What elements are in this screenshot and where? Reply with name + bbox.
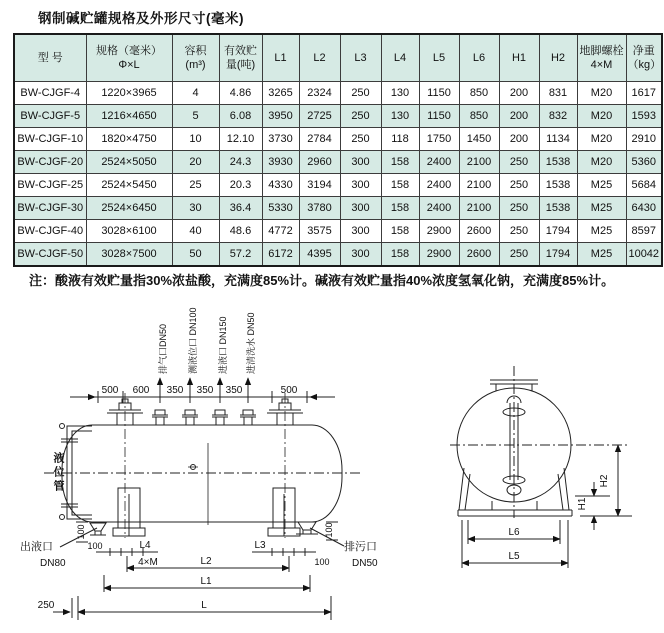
spec-cell: M20 bbox=[577, 151, 626, 174]
spec-cell: 158 bbox=[381, 151, 419, 174]
spec-cell: 8597 bbox=[626, 220, 662, 243]
spec-cell: 3930 bbox=[262, 151, 299, 174]
spec-cell: 2524×6450 bbox=[86, 197, 172, 220]
spec-cell: 3730 bbox=[262, 128, 299, 151]
spec-cell: 1538 bbox=[539, 174, 577, 197]
spec-cell: 300 bbox=[340, 151, 381, 174]
dim-label: 250 bbox=[37, 600, 55, 611]
spec-cell: 12.10 bbox=[219, 128, 262, 151]
spec-cell: 250 bbox=[499, 243, 539, 267]
spec-cell: M25 bbox=[577, 174, 626, 197]
table-row bbox=[14, 128, 662, 151]
col-header-l1: L1 bbox=[262, 34, 299, 82]
spec-cell: 130 bbox=[381, 82, 419, 105]
col-header-l5: L5 bbox=[419, 34, 459, 82]
spec-cell: 158 bbox=[381, 243, 419, 267]
spec-cell: 850 bbox=[459, 82, 499, 105]
dim-H1 bbox=[575, 482, 610, 530]
level-port-nozzle bbox=[182, 410, 198, 425]
model-cell: BW-CJGF-30 bbox=[14, 197, 86, 220]
col-header-capacity: 有效贮 量(吨) bbox=[219, 34, 262, 82]
spec-table bbox=[13, 33, 663, 267]
spec-cell: 158 bbox=[381, 220, 419, 243]
table-row bbox=[14, 243, 662, 267]
spec-table-body bbox=[14, 82, 662, 267]
spec-cell: 2600 bbox=[459, 220, 499, 243]
spec-cell: 250 bbox=[499, 151, 539, 174]
bolt-dim-right bbox=[252, 540, 330, 567]
nozzle-label-inlet: 进液口 DN150 bbox=[218, 316, 228, 374]
table-row bbox=[14, 151, 662, 174]
spec-cell: 2524×5050 bbox=[86, 151, 172, 174]
spec-cell: 250 bbox=[499, 174, 539, 197]
level-gauge-label: 液位管 bbox=[52, 452, 64, 494]
spec-cell: 5330 bbox=[262, 197, 299, 220]
spec-cell: 3028×7500 bbox=[86, 243, 172, 267]
col-header-model: 型 号 bbox=[14, 34, 86, 82]
nozzle-label-wash-water: 进清洗水 DN50 bbox=[246, 312, 256, 374]
col-header-h2: H2 bbox=[539, 34, 577, 82]
spec-cell: 300 bbox=[340, 220, 381, 243]
spec-cell: 25 bbox=[172, 174, 219, 197]
dim-label: L5 bbox=[508, 551, 520, 562]
spec-cell: 10 bbox=[172, 128, 219, 151]
dim-label: 350 bbox=[225, 385, 243, 396]
spec-cell: M20 bbox=[577, 128, 626, 151]
spec-cell: 36.4 bbox=[219, 197, 262, 220]
spec-cell: 1617 bbox=[626, 82, 662, 105]
spec-cell: 2324 bbox=[299, 82, 340, 105]
spec-cell: 2900 bbox=[419, 220, 459, 243]
outlet-label: 出液口 bbox=[20, 541, 53, 553]
spec-cell: 2725 bbox=[299, 105, 340, 128]
spec-cell: 2910 bbox=[626, 128, 662, 151]
dim-L bbox=[38, 596, 331, 620]
drain-nozzle bbox=[296, 522, 344, 546]
col-header-l3: L3 bbox=[340, 34, 381, 82]
spec-cell: 2960 bbox=[299, 151, 340, 174]
drain-height-dim bbox=[324, 522, 338, 540]
spec-cell: 200 bbox=[499, 105, 539, 128]
spec-cell: 1820×4750 bbox=[86, 128, 172, 151]
spec-cell: 6430 bbox=[626, 197, 662, 220]
tank-body bbox=[44, 393, 360, 538]
dim-label: 100 bbox=[314, 557, 330, 567]
spec-cell: 118 bbox=[381, 128, 419, 151]
spec-cell: 250 bbox=[340, 82, 381, 105]
spec-cell: 850 bbox=[459, 105, 499, 128]
spec-cell: 1538 bbox=[539, 197, 577, 220]
spec-cell: 2100 bbox=[459, 197, 499, 220]
spec-cell: 1450 bbox=[459, 128, 499, 151]
spec-cell: 40 bbox=[172, 220, 219, 243]
spec-cell: 3575 bbox=[299, 220, 340, 243]
spec-cell: 250 bbox=[499, 197, 539, 220]
spec-cell: 1794 bbox=[539, 220, 577, 243]
spec-cell: 1750 bbox=[419, 128, 459, 151]
model-cell: BW-CJGF-40 bbox=[14, 220, 86, 243]
dim-label: H1 bbox=[577, 497, 588, 511]
model-cell: BW-CJGF-25 bbox=[14, 174, 86, 197]
spec-cell: 48.6 bbox=[219, 220, 262, 243]
spec-cell: 24.3 bbox=[219, 151, 262, 174]
spec-cell: 30 bbox=[172, 197, 219, 220]
spec-cell: 4395 bbox=[299, 243, 340, 267]
dim-label: L3 bbox=[254, 540, 266, 551]
col-header-spec: 规格（毫米） Φ×L bbox=[86, 34, 172, 82]
spec-cell: 300 bbox=[340, 174, 381, 197]
dim-label: 350 bbox=[196, 385, 214, 396]
dim-label: L bbox=[201, 600, 207, 611]
outlet-size-label: DN80 bbox=[40, 558, 66, 569]
table-row bbox=[14, 105, 662, 128]
dim-L6 bbox=[468, 520, 560, 544]
spec-cell: 2524×5450 bbox=[86, 174, 172, 197]
dim-label: 500 bbox=[280, 385, 298, 396]
spec-cell: 5360 bbox=[626, 151, 662, 174]
spec-cell: 4772 bbox=[262, 220, 299, 243]
table-row bbox=[14, 197, 662, 220]
spec-cell: 250 bbox=[499, 220, 539, 243]
spec-cell: 2400 bbox=[419, 151, 459, 174]
dim-label: H2 bbox=[599, 474, 610, 488]
end-view-saddle bbox=[458, 468, 572, 516]
table-row bbox=[14, 82, 662, 105]
spec-cell: 250 bbox=[340, 105, 381, 128]
dim-label: 500 bbox=[101, 385, 119, 396]
outlet-height-dim bbox=[76, 522, 88, 542]
dim-label: 600 bbox=[132, 385, 150, 396]
bolt-dim-left bbox=[87, 540, 158, 568]
spec-cell: 2100 bbox=[459, 151, 499, 174]
spec-cell: 831 bbox=[539, 82, 577, 105]
spec-cell: M25 bbox=[577, 243, 626, 267]
wash-water-nozzle bbox=[240, 410, 256, 425]
spec-cell: 2900 bbox=[419, 243, 459, 267]
table-row bbox=[14, 174, 662, 197]
dim-L1 bbox=[104, 575, 310, 592]
col-header-h1: H1 bbox=[499, 34, 539, 82]
spec-cell: 5 bbox=[172, 105, 219, 128]
page-title: 钢制碱贮罐规格及外形尺寸(毫米) bbox=[38, 11, 244, 26]
spec-cell: 50 bbox=[172, 243, 219, 267]
spec-cell: 300 bbox=[340, 243, 381, 267]
dim-label: 100 bbox=[76, 524, 86, 540]
spec-cell: M25 bbox=[577, 197, 626, 220]
drain-size-label: DN50 bbox=[352, 558, 378, 569]
spec-cell: 4 bbox=[172, 82, 219, 105]
spec-cell: 1134 bbox=[539, 128, 577, 151]
saddle-left bbox=[113, 488, 145, 536]
spec-cell: 6172 bbox=[262, 243, 299, 267]
model-cell: BW-CJGF-10 bbox=[14, 128, 86, 151]
spec-cell: 1593 bbox=[626, 105, 662, 128]
spec-cell: 3194 bbox=[299, 174, 340, 197]
note-text: 注：酸液有效贮量指30%浓盐酸，充满度85%计。碱液有效贮量指40%浓度氢氧化钠，充满度85%计。 bbox=[29, 273, 615, 288]
inlet-nozzle bbox=[212, 410, 228, 425]
spec-cell: 20 bbox=[172, 151, 219, 174]
col-header-weight: 净重 （kg） bbox=[626, 34, 662, 82]
spec-cell: 1538 bbox=[539, 151, 577, 174]
header-row bbox=[14, 34, 662, 82]
dim-label: 350 bbox=[166, 385, 184, 396]
table-row bbox=[14, 220, 662, 243]
spec-cell: 2784 bbox=[299, 128, 340, 151]
spec-cell: 1794 bbox=[539, 243, 577, 267]
spec-cell: 4.86 bbox=[219, 82, 262, 105]
spec-cell: 832 bbox=[539, 105, 577, 128]
spec-cell: 130 bbox=[381, 105, 419, 128]
spec-cell: 3950 bbox=[262, 105, 299, 128]
spec-cell: 57.2 bbox=[219, 243, 262, 267]
drain-label: 排污口 bbox=[344, 541, 377, 553]
dim-label: L4 bbox=[139, 540, 151, 551]
spec-cell: 6.08 bbox=[219, 105, 262, 128]
spec-cell: 250 bbox=[340, 128, 381, 151]
spec-cell: 2400 bbox=[419, 174, 459, 197]
model-cell: BW-CJGF-5 bbox=[14, 105, 86, 128]
tank-drawing bbox=[0, 300, 664, 633]
spec-cell: M25 bbox=[577, 220, 626, 243]
nozzle-label-level-port: 测液位口 DN100 bbox=[188, 307, 198, 374]
spec-cell: 4330 bbox=[262, 174, 299, 197]
spec-cell: 200 bbox=[499, 128, 539, 151]
spec-cell: 3780 bbox=[299, 197, 340, 220]
col-header-volume: 容积 (m³) bbox=[172, 34, 219, 82]
spec-cell: 1150 bbox=[419, 82, 459, 105]
spec-cell: 2400 bbox=[419, 197, 459, 220]
nozzle-labels bbox=[157, 307, 256, 392]
top-dimension-chain bbox=[70, 385, 335, 403]
spec-cell: M20 bbox=[577, 105, 626, 128]
spec-cell: 2100 bbox=[459, 174, 499, 197]
spec-cell: 300 bbox=[340, 197, 381, 220]
spec-cell: 10042 bbox=[626, 243, 662, 267]
spec-cell: 3028×6100 bbox=[86, 220, 172, 243]
col-header-l6: L6 bbox=[459, 34, 499, 82]
spec-cell: 200 bbox=[499, 82, 539, 105]
end-view bbox=[450, 366, 632, 568]
spec-cell: 158 bbox=[381, 197, 419, 220]
spec-cell: 5684 bbox=[626, 174, 662, 197]
col-header-l2: L2 bbox=[299, 34, 340, 82]
spec-cell: 3265 bbox=[262, 82, 299, 105]
dim-label: 4×M bbox=[138, 557, 158, 568]
dim-label: 100 bbox=[87, 541, 103, 551]
col-header-bolt: 地脚螺栓 4×M bbox=[577, 34, 626, 82]
vent-nozzle bbox=[152, 410, 168, 425]
model-cell: BW-CJGF-20 bbox=[14, 151, 86, 174]
col-header-l4: L4 bbox=[381, 34, 419, 82]
spec-cell: 1220×3965 bbox=[86, 82, 172, 105]
side-view bbox=[20, 307, 378, 620]
spec-cell: 2600 bbox=[459, 243, 499, 267]
dim-label: L2 bbox=[200, 556, 212, 567]
spec-cell: 1216×4650 bbox=[86, 105, 172, 128]
spec-cell: 158 bbox=[381, 174, 419, 197]
dim-label: L1 bbox=[200, 576, 212, 587]
dim-label: L6 bbox=[508, 527, 520, 538]
model-cell: BW-CJGF-4 bbox=[14, 82, 86, 105]
spec-cell: 1150 bbox=[419, 105, 459, 128]
spec-cell: M20 bbox=[577, 82, 626, 105]
nozzle-label-vent: 排气口DN50 bbox=[158, 323, 168, 374]
spec-cell: 20.3 bbox=[219, 174, 262, 197]
dim-label: 100 bbox=[324, 522, 334, 538]
saddle-right bbox=[268, 488, 300, 536]
model-cell: BW-CJGF-50 bbox=[14, 243, 86, 267]
